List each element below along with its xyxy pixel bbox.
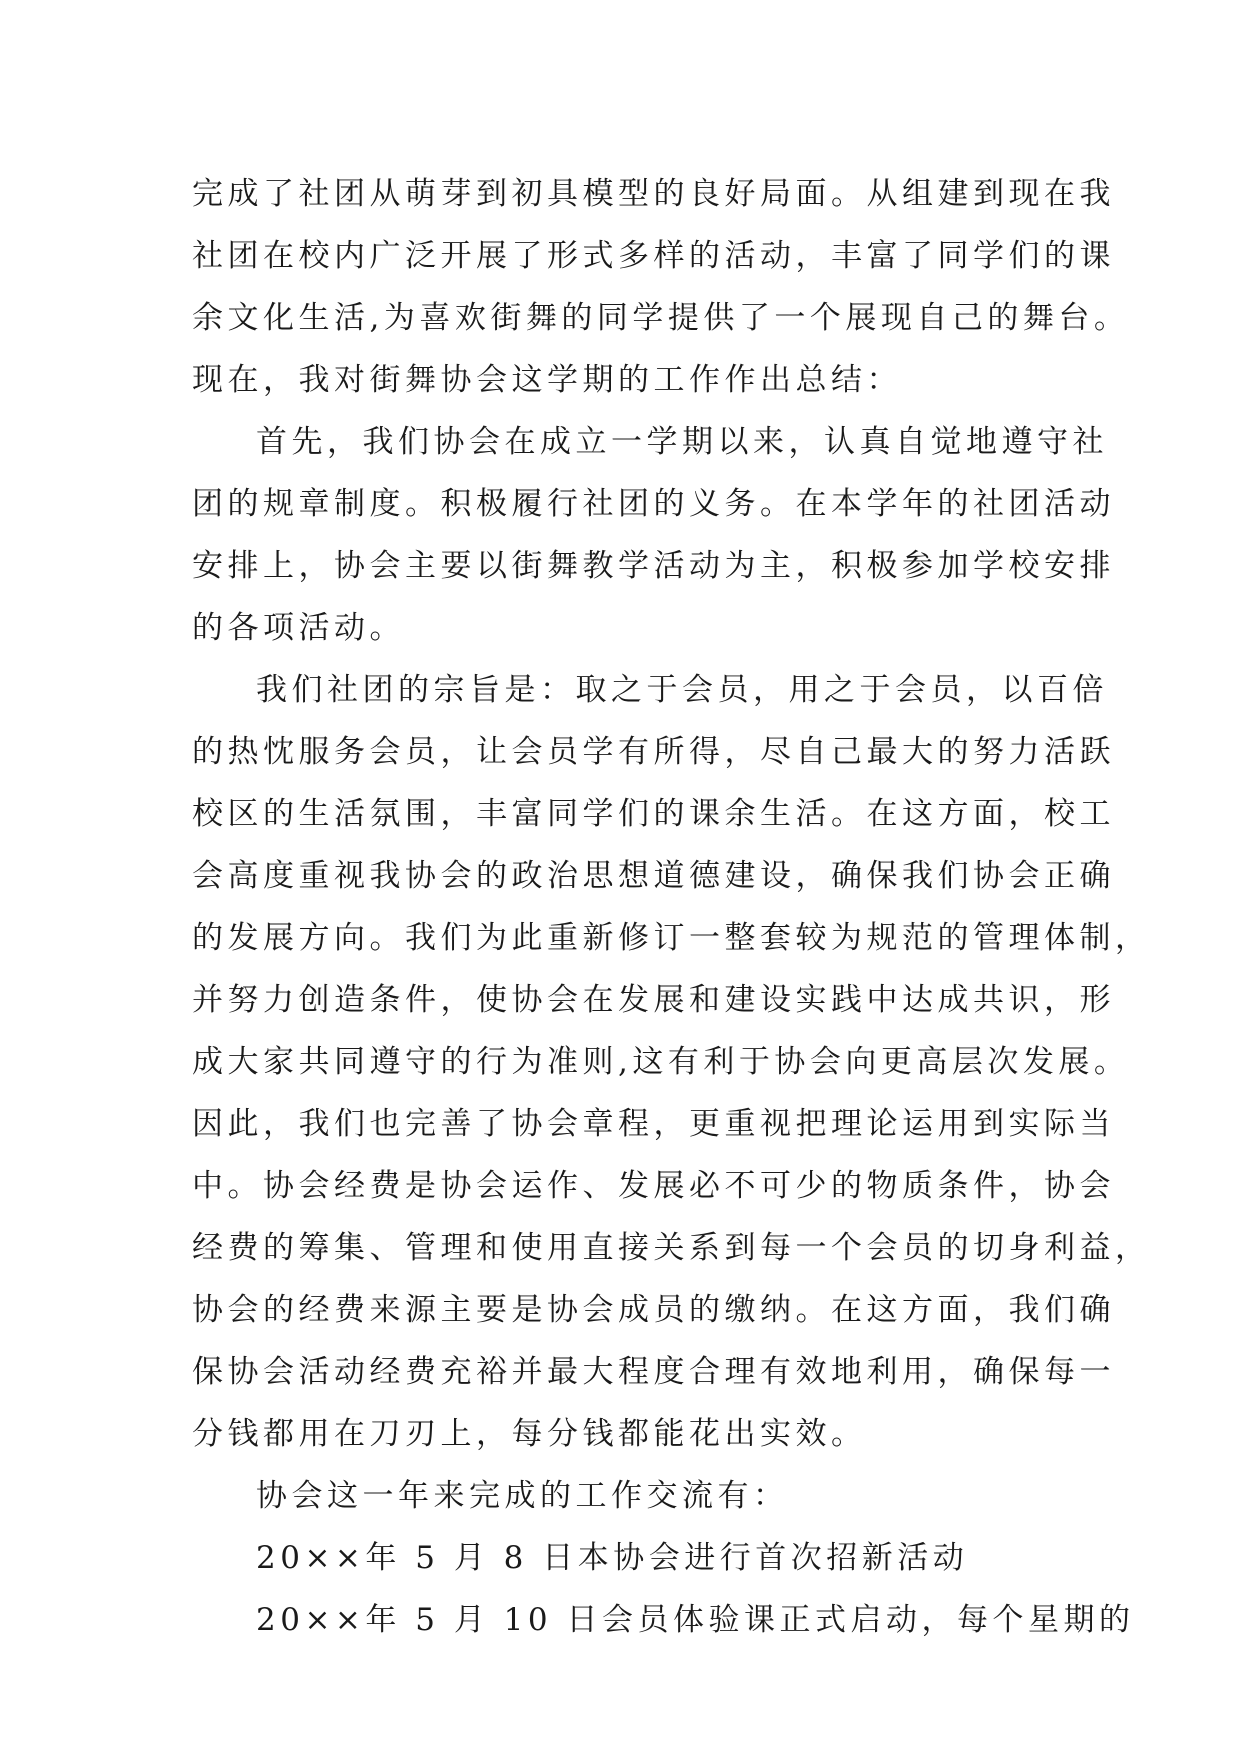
text-line: 的发展方向。我们为此重新修订一整套较为规范的管理体制，	[192, 920, 1151, 956]
text-line: 团的规章制度。积极履行社团的义务。在本学年的社团活动	[192, 486, 1115, 522]
text-line: 完成了社团从萌芽到初具模型的良好局面。从组建到现在我	[192, 176, 1115, 212]
paragraph-first-line: 首先，我们协会在成立一学期以来，认真自觉地遵守社	[256, 424, 1108, 460]
paragraph-first-line: 20××年 5 月 8 日本协会进行首次招新活动	[256, 1540, 969, 1576]
text-line: 的热忱服务会员，让会员学有所得，尽自己最大的努力活跃	[192, 734, 1115, 770]
text-line: 安排上，协会主要以街舞教学活动为主，积极参加学校安排	[192, 548, 1115, 584]
text-line: 的各项活动。	[192, 610, 405, 646]
text-line: 会高度重视我协会的政治思想道德建设，确保我们协会正确	[192, 858, 1115, 894]
text-line: 现在，我对街舞协会这学期的工作作出总结：	[192, 362, 902, 398]
text-line: 社团在校内广泛开展了形式多样的活动，丰富了同学们的课	[192, 238, 1115, 274]
text-line: 校区的生活氛围，丰富同学们的课余生活。在这方面，校工	[192, 796, 1115, 832]
paragraph-first-line: 20××年 5 月 10 日会员体验课正式启动，每个星期的	[256, 1602, 1135, 1638]
paragraph-first-line: 协会这一年来完成的工作交流有：	[256, 1478, 789, 1514]
text-line: 余文化生活,为喜欢街舞的同学提供了一个展现自己的舞台。	[192, 300, 1130, 336]
text-line: 经费的筹集、管理和使用直接关系到每一个会员的切身利益，	[192, 1230, 1151, 1266]
paragraph-first-line: 我们社团的宗旨是：取之于会员，用之于会员，以百倍	[256, 672, 1108, 708]
document-body	[192, 163, 1151, 1651]
text-line: 协会的经费来源主要是协会成员的缴纳。在这方面，我们确	[192, 1292, 1115, 1328]
text-line: 成大家共同遵守的行为准则,这有利于协会向更高层次发展。	[192, 1044, 1130, 1080]
text-line: 并努力创造条件，使协会在发展和建设实践中达成共识，形	[192, 982, 1115, 1018]
text-line: 因此，我们也完善了协会章程，更重视把理论运用到实际当	[192, 1106, 1115, 1142]
text-line: 分钱都用在刀刃上，每分钱都能花出实效。	[192, 1416, 867, 1452]
text-line: 中。协会经费是协会运作、发展必不可少的物质条件，协会	[192, 1168, 1115, 1204]
text-line: 保协会活动经费充裕并最大程度合理有效地利用，确保每一	[192, 1354, 1115, 1390]
